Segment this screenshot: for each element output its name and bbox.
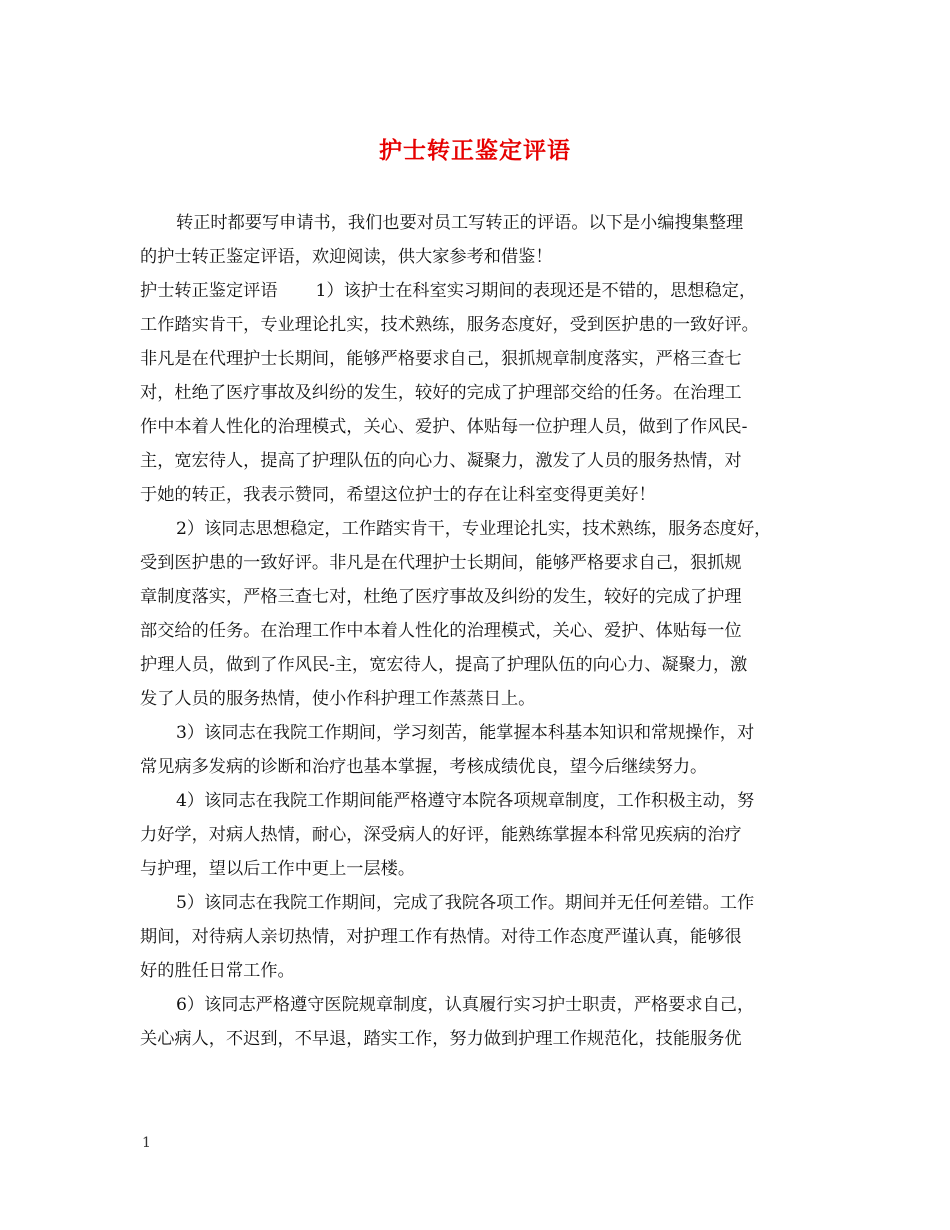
paragraph-line: 好的胜任日常工作。 (140, 961, 295, 981)
paragraph-line: 转正时都要写申请书，我们也要对员工写转正的评语。以下是小编搜集整理 (176, 213, 744, 233)
paragraph-line: 非凡是在代理护士长期间，能够严格要求自己，狠抓规章制度落实，严格三查七 (140, 349, 742, 369)
paragraph-line: 发了人员的服务热情，使小作科护理工作蒸蒸日上。 (140, 689, 536, 709)
paragraph-line: 3）该同志在我院工作期间，学习刻苦，能掌握本科基本知识和常规操作，对 (176, 723, 755, 743)
paragraph-line: 6）该同志严格遵守医院规章制度，认真履行实习护士职责，严格要求自己， (176, 995, 755, 1015)
section-intro-line (140, 274, 820, 308)
paragraph-line: 主，宽宏待人，提高了护理队伍的向心力、凝聚力，激发了人员的服务热情，对 (140, 451, 742, 471)
paragraph-line: 5）该同志在我院工作期间，完成了我院各项工作。期间并无任何差错。工作 (176, 893, 755, 913)
paragraph-line: 章制度落实，严格三查七对，杜绝了医疗事故及纠纷的发生，较好的完成了护理 (140, 587, 742, 607)
paragraph-line: 部交给的任务。在治理工作中本着人性化的治理模式，关心、爱护、体贴每一位 (140, 621, 742, 641)
paragraph-line: 常见病多发病的诊断和治疗也基本掌握，考核成绩优良，望今后继续努力。 (140, 757, 708, 777)
paragraph-line: 护理人员，做到了作风民-主，宽宏待人，提高了护理队伍的向心力、凝聚力，激 (140, 655, 748, 675)
paragraph-line: 与护理，望以后工作中更上一层楼。 (140, 859, 416, 879)
paragraph-line: 关心病人，不迟到，不早退，踏实工作，努力做到护理工作规范化，技能服务优 (140, 1029, 742, 1049)
paragraph-line: 作中本着人性化的治理模式，关心、爱护、体贴每一位护理人员，做到了作风民- (140, 417, 748, 437)
page-number: 1 (142, 1135, 151, 1151)
paragraph-line: 1）该护士在科室实习期间的表现还是不错的，思想稳定， (315, 281, 757, 301)
document-body (140, 206, 820, 1056)
paragraph-line: 于她的转正，我表示赞同，希望这位护士的存在让科室变得更美好！ (140, 485, 656, 505)
document-title: 护士转正鉴定评语 (379, 137, 571, 164)
paragraph-line: 对，杜绝了医疗事故及纠纷的发生，较好的完成了护理部交给的任务。在治理工 (140, 383, 742, 403)
paragraph-line: 的护士转正鉴定评语，欢迎阅读，供大家参考和借鉴！ (140, 247, 553, 267)
section-label: 护士转正鉴定评语 (140, 281, 278, 301)
paragraph-line: 力好学，对病人热情，耐心，深受病人的好评，能熟练掌握本科常见疾病的治疗 (140, 825, 742, 845)
paragraph-line: 受到医护患的一致好评。非凡是在代理护士长期间，能够严格要求自己，狠抓规 (140, 553, 742, 573)
paragraph-line: 期间，对待病人亲切热情，对护理工作有热情。对待工作态度严谨认真，能够很 (140, 927, 742, 947)
paragraph-line: 4）该同志在我院工作期间能严格遵守本院各项规章制度，工作积极主动，努 (176, 791, 755, 811)
paragraph-line: 2）该同志思想稳定，工作踏实肯干，专业理论扎实，技术熟练，服务态度好， (176, 519, 772, 539)
paragraph-line: 工作踏实肯干，专业理论扎实，技术熟练，服务态度好，受到医护患的一致好评。 (140, 315, 759, 335)
